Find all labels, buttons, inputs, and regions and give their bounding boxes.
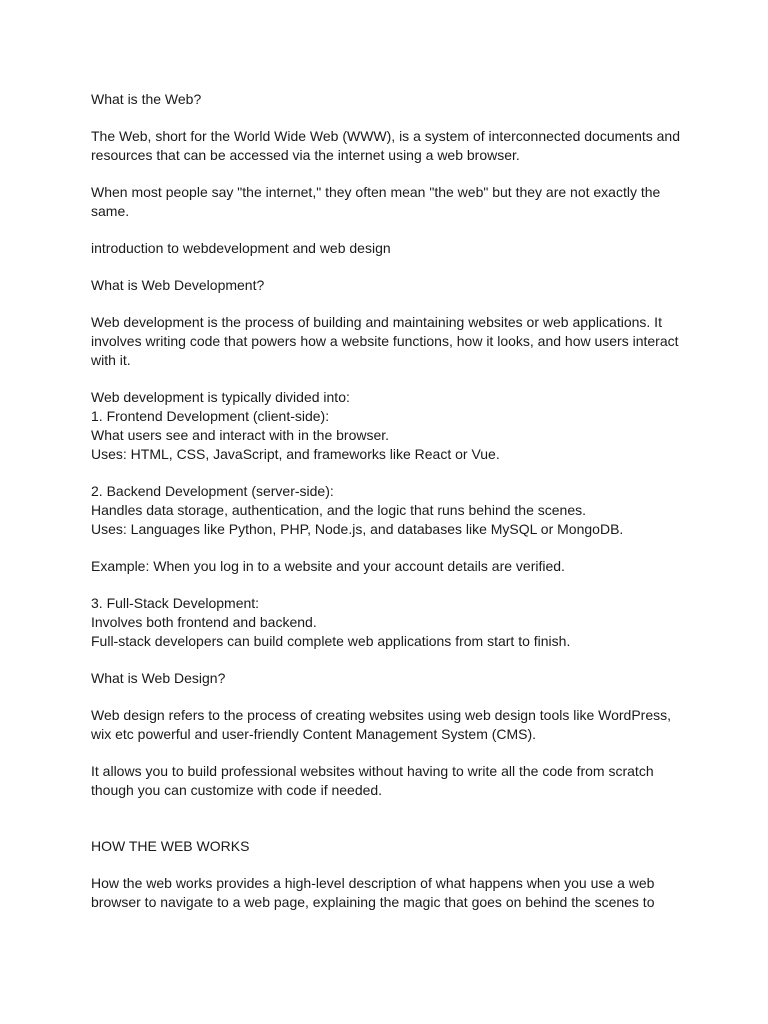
- paragraph-full-stack-development: 3. Full-Stack Development: Involves both frontend and backend. Full-stack developers can build complete web applications from start to finish.: [91, 595, 571, 649]
- paragraph-web-design-cms: It allows you to build professional websites without having to write all the code from scratch though you can customize with code if needed.: [91, 763, 654, 798]
- heading-how-the-web-works: HOW THE WEB WORKS: [91, 838, 250, 854]
- paragraph-web-development-definition: Web development is the process of building and maintaining websites or web applications. It involves writing code that powers how a website functions, how it looks, and how users interact with it.: [91, 314, 679, 368]
- paragraph-backend-example: Example: When you log in to a website and your account details are verified.: [91, 558, 565, 574]
- document-body: [91, 90, 691, 930]
- paragraph-frontend-development: Web development is typically divided into: 1. Frontend Development (client-side): What users see and interact with in the browser. Uses: HTML, CSS, JavaScript, and frameworks like React or Vue.: [91, 389, 500, 462]
- paragraph-how-the-web-works: How the web works provides a high-level description of what happens when you use a web browser to navigate to a web page, explaining the magic that goes on behind the scenes to: [91, 875, 655, 910]
- heading-what-is-the-web: What is the Web?: [91, 91, 202, 107]
- paragraph-web-definition: The Web, short for the World Wide Web (WWW), is a system of interconnected documents and resources that can be accessed via the internet using a web browser.: [91, 128, 680, 163]
- paragraph-internet-vs-web: When most people say "the internet," they often mean "the web" but they are not exactly the same.: [91, 184, 661, 219]
- heading-what-is-web-design: What is Web Design?: [91, 670, 226, 686]
- paragraph-web-design-definition: Web design refers to the process of creating websites using web design tools like WordPress, wix etc powerful and user-friendly Content Management System (CMS).: [91, 707, 671, 742]
- heading-introduction: introduction to webdevelopment and web design: [91, 240, 391, 256]
- heading-what-is-web-development: What is Web Development?: [91, 277, 265, 293]
- paragraph-backend-development: 2. Backend Development (server-side): Handles data storage, authentication, and the logic that runs behind the scenes. Uses: Languages like Python, PHP, Node.js, and databases like MySQL or MongoDB.: [91, 483, 624, 537]
